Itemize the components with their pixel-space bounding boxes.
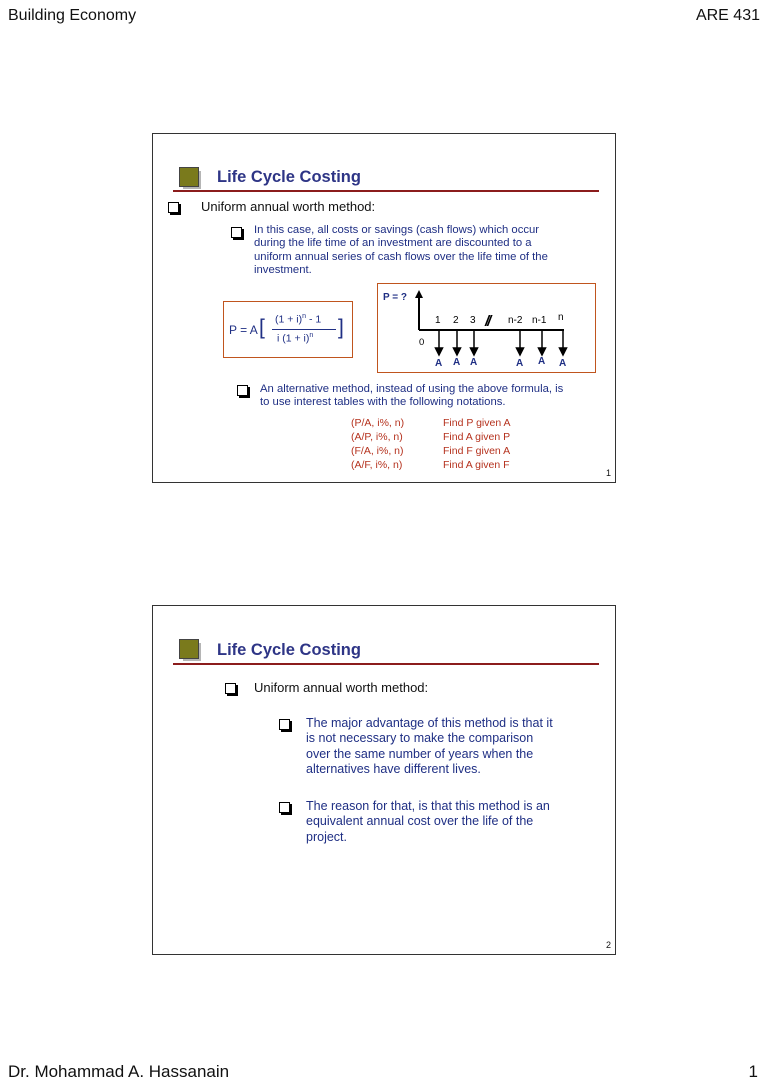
paragraph-1: In this case, all costs or savings (cash flows) which occur during the life time of an investment are discounted to a uniform annual series of cash flows over the life time of the investment. xyxy=(254,224,548,277)
annuity-arrow-head xyxy=(436,348,443,355)
slide-title: Life Cycle Costing xyxy=(217,641,361,659)
formula-numerator: $(1 + i)^n - 1$ xyxy=(275,313,322,326)
title-rule xyxy=(173,190,599,192)
annuity-arrow-head xyxy=(517,348,524,355)
notation-meanings xyxy=(443,416,511,472)
notation-meaning: Find P given A xyxy=(443,417,511,429)
notation-symbol: (F/A, i%, n) xyxy=(351,445,404,457)
slide-2 xyxy=(152,605,616,955)
annuity-label: A xyxy=(453,357,461,368)
checkbox-bullet-icon xyxy=(279,719,290,730)
slide-page-number: 1 xyxy=(605,468,611,478)
formula-left-bracket: [ xyxy=(259,316,265,339)
notation-meaning: Find A given F xyxy=(443,459,510,471)
annuity-arrow-head xyxy=(539,348,546,355)
cash-flow-diagram xyxy=(377,283,596,373)
tick-label: 3 xyxy=(470,315,476,326)
bullet-heading: Uniform annual worth method: xyxy=(201,199,376,214)
notation-symbol: (A/F, i%, n) xyxy=(351,459,403,471)
paragraph-2: An alternative method, instead of using the above formula, is to use interest tables with the following notations. xyxy=(260,383,564,408)
slide-logo-icon xyxy=(179,167,199,187)
slide-1 xyxy=(152,133,616,483)
title-rule xyxy=(173,663,599,665)
notation-meaning: Find F given A xyxy=(443,445,511,457)
page-footer-number: 1 xyxy=(748,1062,758,1081)
annuity-label: A xyxy=(516,358,524,369)
annuity-label: A xyxy=(538,356,546,367)
tick-label: n-1 xyxy=(532,315,547,326)
tick-label: n-2 xyxy=(508,315,523,326)
annuity-arrow-head xyxy=(560,348,567,355)
paragraph-2: The reason for that, is that this method is an equivalent annual cost over the life of the project. xyxy=(306,799,550,844)
p-arrow-head xyxy=(415,290,423,298)
checkbox-bullet-icon xyxy=(231,227,242,238)
notation-symbols xyxy=(351,416,404,472)
annuity-label: A xyxy=(559,358,567,369)
checkbox-bullet-icon xyxy=(237,385,248,396)
cash-flow-svg xyxy=(378,284,595,372)
fraction-bar xyxy=(272,329,336,330)
break-mark: // xyxy=(485,313,490,330)
annuity-arrow-head xyxy=(454,348,461,355)
logo-shadow xyxy=(183,171,201,189)
formula-box xyxy=(223,301,353,358)
tick-label: n xyxy=(558,312,564,323)
formula-denominator: i $(1 + i)^n$ xyxy=(277,332,314,345)
checkbox-bullet-icon xyxy=(225,683,236,694)
page-footer-author: Dr. Mohammad A. Hassanain xyxy=(8,1062,230,1081)
p-label: P = ? xyxy=(383,292,407,303)
notation-meaning: Find A given P xyxy=(443,431,511,443)
slide-title: Life Cycle Costing xyxy=(217,168,361,186)
notation-symbol: (A/P, i%, n) xyxy=(351,431,403,443)
logo-shadow xyxy=(183,643,201,661)
bullet-heading: Uniform annual worth method: xyxy=(254,680,429,695)
slide-page-number: 2 xyxy=(605,940,611,950)
tick-label: 2 xyxy=(453,315,459,326)
checkbox-bullet-icon xyxy=(168,202,179,213)
page-header-title: Building Economy xyxy=(8,7,137,24)
page-header-course: ARE 431 xyxy=(695,7,760,24)
annuity-label: A xyxy=(435,358,443,369)
slide-logo-icon xyxy=(179,639,199,659)
tick-label: 1 xyxy=(435,315,441,326)
annuity-arrow-head xyxy=(471,348,478,355)
checkbox-bullet-icon xyxy=(279,802,290,813)
tick-zero: 0 xyxy=(419,337,425,348)
annuity-label: A xyxy=(470,357,478,368)
formula-right-bracket: ] xyxy=(338,316,344,339)
notation-symbol: (P/A, i%, n) xyxy=(351,417,405,429)
paragraph-1: The major advantage of this method is that it is not necessary to make the comparison over the same number of years when the alternatives have different lives. xyxy=(306,716,553,776)
formula-lhs: P = A xyxy=(229,323,258,337)
